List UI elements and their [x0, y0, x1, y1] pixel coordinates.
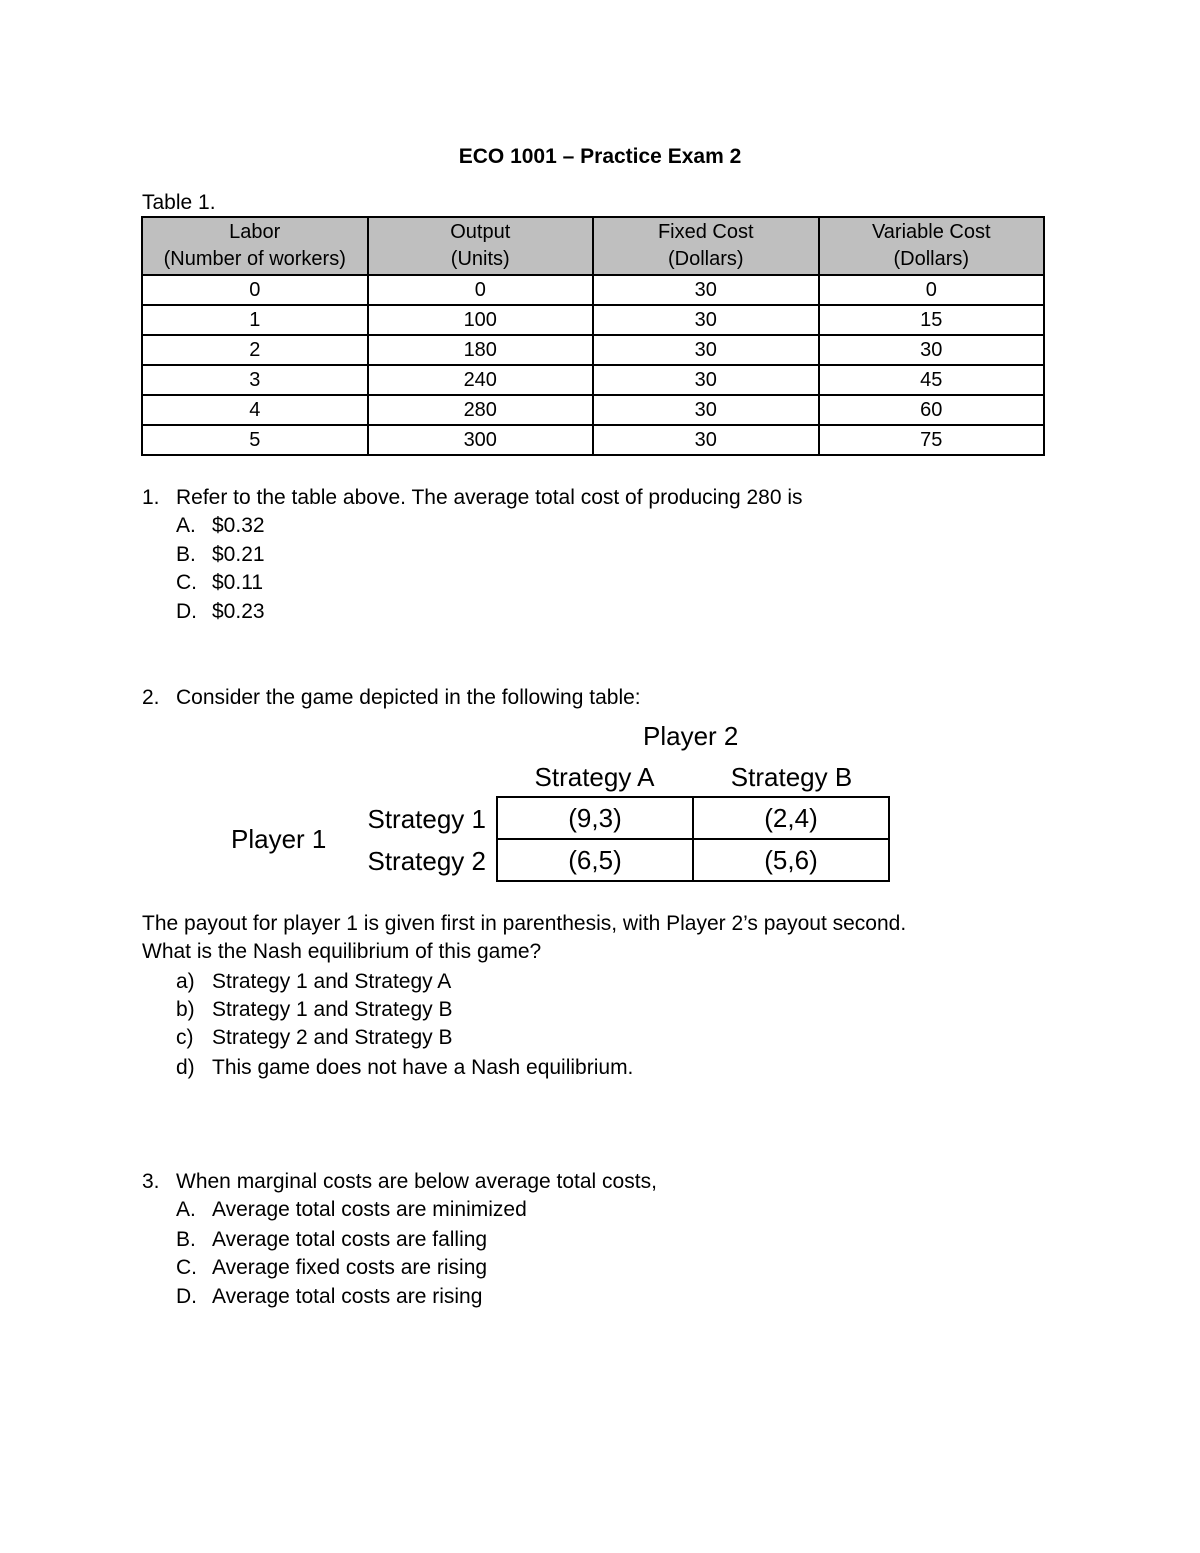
table-cell: 75	[819, 425, 1045, 455]
header-line: Labor	[229, 221, 281, 243]
cost-table	[141, 216, 1045, 456]
payoff-cell: (2,4)	[693, 797, 889, 839]
payoff-cell: (5,6)	[693, 839, 889, 881]
question-1	[0, 484, 1200, 513]
document-title: ECO 1001 – Practice Exam 2	[458, 145, 742, 168]
option-label: A.	[176, 514, 196, 537]
header-variable-cost	[819, 217, 1045, 275]
table-cell: 30	[593, 275, 819, 305]
table-cell: 240	[368, 365, 594, 395]
question-text: Refer to the table above. The average total cost of producing 280 is	[176, 486, 803, 509]
table-cell: 60	[819, 395, 1045, 425]
table-cell: 0	[368, 275, 594, 305]
option-text: Strategy 2 and Strategy B	[212, 1026, 453, 1049]
option-label: C.	[176, 1256, 197, 1279]
option-text: Average total costs are rising	[212, 1285, 483, 1308]
option-label: D.	[176, 600, 197, 623]
payoff-row	[497, 839, 889, 881]
strategy-a-label: Strategy A	[534, 762, 655, 792]
header-labor	[142, 217, 368, 275]
option-text: Average total costs are minimized	[212, 1198, 527, 1221]
table-cell: 15	[819, 305, 1045, 335]
payoff-cell: (6,5)	[497, 839, 693, 881]
header-line: Variable Cost	[871, 221, 991, 243]
header-line: (Number of workers)	[163, 248, 346, 270]
option-label: B.	[176, 543, 196, 566]
question-number: 2.	[142, 686, 160, 709]
header-line: (Units)	[450, 248, 510, 270]
table-cell: 0	[819, 275, 1045, 305]
option-label: A.	[176, 1198, 196, 1221]
table-cell: 30	[593, 365, 819, 395]
table-row	[142, 425, 1044, 455]
question-2	[0, 684, 1200, 713]
header-output	[368, 217, 594, 275]
table-row	[142, 335, 1044, 365]
option-text: $0.23	[212, 600, 265, 623]
table-cell: 30	[593, 395, 819, 425]
header-fixed-cost	[593, 217, 819, 275]
strategy-b-label: Strategy B	[730, 762, 853, 792]
table-row	[142, 365, 1044, 395]
header-line: Fixed Cost	[657, 221, 754, 243]
table-cell: 300	[368, 425, 594, 455]
option-text: Average fixed costs are rising	[212, 1256, 488, 1279]
table-cell: 280	[368, 395, 594, 425]
header-line: (Dollars)	[667, 248, 744, 270]
table-cell: 30	[593, 425, 819, 455]
table-cell: 100	[368, 305, 594, 335]
table-row	[142, 275, 1044, 305]
option-text: Strategy 1 and Strategy B	[212, 998, 453, 1021]
table-cell: 0	[142, 275, 368, 305]
table-cell: 1	[142, 305, 368, 335]
player-2-label: Player 2	[643, 721, 739, 751]
table-cell: 30	[819, 335, 1045, 365]
option-label: B.	[176, 1228, 196, 1251]
question-text: When marginal costs are below average total costs,	[176, 1170, 657, 1193]
table-cell: 30	[593, 335, 819, 365]
table-row	[142, 305, 1044, 335]
option-label: c)	[176, 1026, 194, 1049]
table-cell: 2	[142, 335, 368, 365]
option-label: b)	[176, 998, 195, 1021]
payoff-cell: (9,3)	[497, 797, 693, 839]
payoff-row	[497, 797, 889, 839]
explanation-line-2: What is the Nash equilibrium of this game?	[142, 940, 542, 963]
table-cell: 30	[593, 305, 819, 335]
option-label: a)	[176, 970, 195, 993]
player-1-label: Player 1	[231, 824, 327, 854]
option-label: C.	[176, 571, 197, 594]
question-number: 1.	[142, 486, 160, 509]
option-text: $0.21	[212, 543, 265, 566]
option-label: D.	[176, 1285, 197, 1308]
header-line: Output	[450, 221, 511, 243]
strategy-1-label: Strategy 1	[367, 804, 486, 834]
table-cell: 180	[368, 335, 594, 365]
option-text: $0.32	[212, 514, 265, 537]
table-cell: 4	[142, 395, 368, 425]
question-3	[0, 1168, 1200, 1197]
explanation-line-1: The payout for player 1 is given first in parenthesis, with Player 2’s payout second.	[142, 912, 907, 935]
table-cell: 3	[142, 365, 368, 395]
strategy-2-label: Strategy 2	[367, 846, 486, 876]
header-line: (Dollars)	[893, 248, 970, 270]
table-caption: Table 1.	[142, 191, 216, 214]
option-text: Strategy 1 and Strategy A	[212, 970, 452, 993]
option-text: Average total costs are falling	[212, 1228, 488, 1251]
table-header-row	[142, 217, 1044, 275]
option-text: This game does not have a Nash equilibrium.	[212, 1056, 634, 1079]
question-text: Consider the game depicted in the following table:	[176, 686, 641, 709]
question-number: 3.	[142, 1170, 160, 1193]
table-cell: 45	[819, 365, 1045, 395]
option-label: d)	[176, 1056, 195, 1079]
option-text: $0.11	[212, 571, 263, 594]
payoff-matrix	[496, 796, 890, 882]
table-row	[142, 395, 1044, 425]
table-cell: 5	[142, 425, 368, 455]
